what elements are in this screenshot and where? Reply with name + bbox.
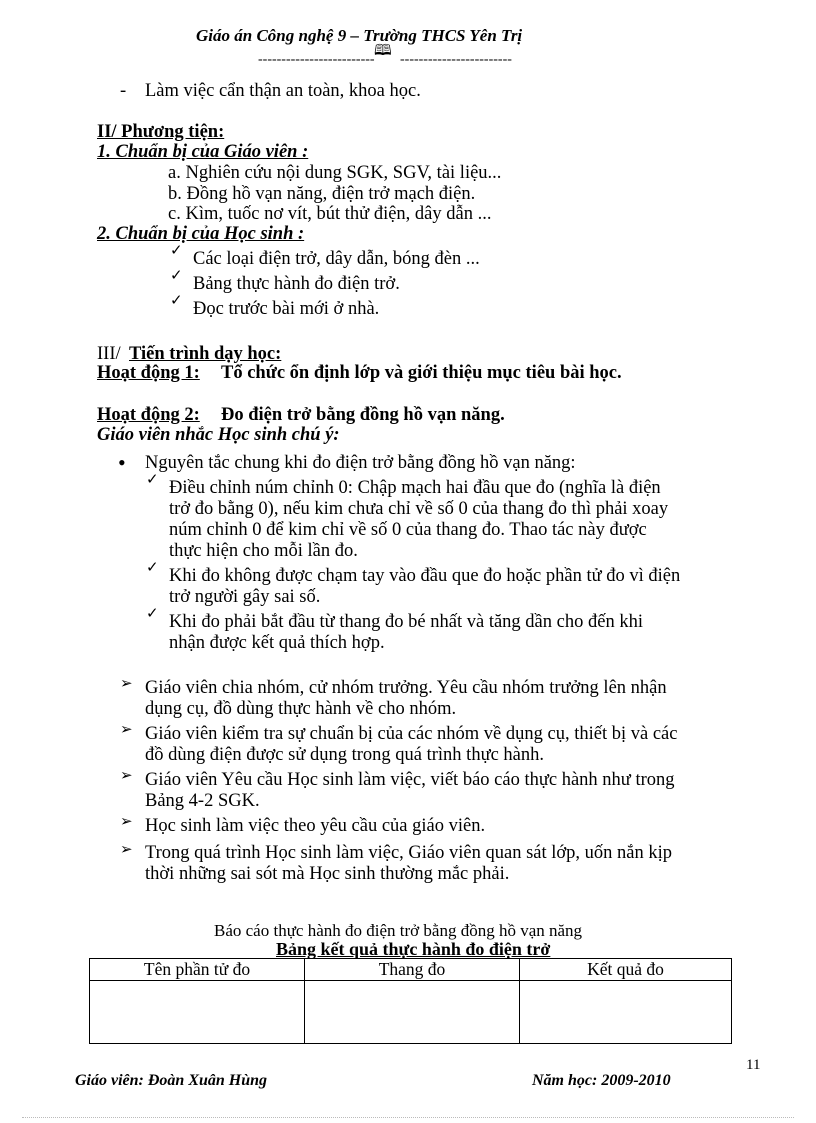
step-line: Giáo viên kiểm tra sự chuẩn bị của các nhóm về dụng cụ, thiết bị và các: [145, 724, 678, 744]
arrow-bullet-icon: ➢: [120, 812, 133, 830]
teacher-item: a. Nghiên cứu nội dung SGK, SGV, tài liệu...: [168, 163, 502, 183]
footer-year: Năm học: 2009-2010: [532, 1072, 671, 1089]
results-table: [89, 958, 732, 1044]
table-row: [90, 981, 732, 1044]
table-cell[interactable]: [90, 981, 305, 1044]
step-line: đồ dùng điện được sử dụng trong quá trình thực hành.: [145, 745, 545, 765]
check-icon: ✓: [170, 291, 183, 309]
rule-line: thực hiện cho mỗi lần đo.: [169, 541, 358, 561]
rule-line: Điều chỉnh núm chỉnh 0: Chập mạch hai đầu que đo (nghĩa là điện: [169, 478, 661, 498]
teacher-item: c. Kìm, tuốc nơ vít, bút thử điện, dây dẫn ...: [168, 204, 492, 224]
step-line: Giáo viên chia nhóm, cử nhóm trưởng. Yêu cầu nhóm trưởng lên nhận: [145, 678, 667, 698]
column-header: Tên phần tử đo: [90, 959, 305, 981]
report-caption: Báo cáo thực hành đo điện trở bằng đồng hồ vạn năng: [214, 921, 583, 940]
principle-text: Nguyên tắc chung khi đo điện trở bằng đồng hồ vạn năng:: [145, 453, 576, 473]
column-header: Kết quả đo: [520, 959, 732, 981]
step-line: dụng cụ, đồ dùng thực hành về cho nhóm.: [145, 699, 457, 719]
rule-line: trở đo bằng 0), nếu kim chưa chỉ về số 0 của thang đo thì phải xoay: [169, 499, 669, 519]
student-item: Đọc trước bài mới ở nhà.: [193, 299, 380, 319]
page-number: 11: [746, 1057, 761, 1073]
arrow-bullet-icon: ➢: [120, 674, 133, 692]
rule-line: nhận được kết quả thích hợp.: [169, 633, 385, 653]
step-line: Trong quá trình Học sinh làm việc, Giáo viên quan sát lớp, uốn nắn kịp: [145, 843, 673, 863]
check-icon: ✓: [170, 266, 183, 284]
footer-teacher: Giáo viên: Đoàn Xuân Hùng: [75, 1072, 268, 1089]
rule-line: Khi đo phải bắt đầu từ thang đo bé nhất và tăng dần cho đến khi: [169, 612, 643, 632]
section-3-heading: Tiến trình dạy học:: [129, 344, 282, 364]
section-3-prefix: III/: [97, 344, 121, 364]
step-line: thời những sai sót mà Học sinh thường mắc phải.: [145, 864, 510, 884]
step-line: Giáo viên Yêu cầu Học sinh làm việc, viết báo cáo thực hành như trong: [145, 770, 675, 790]
book-icon: 🕮: [374, 41, 392, 59]
arrow-bullet-icon: ➢: [120, 840, 133, 858]
bullet-icon: •: [118, 450, 126, 475]
teacher-item: b. Đồng hồ vạn năng, điện trở mạch điện.: [168, 184, 476, 204]
check-icon: ✓: [170, 241, 183, 259]
step-line: Học sinh làm việc theo yêu cầu của giáo viên.: [145, 816, 486, 836]
table-cell[interactable]: [520, 981, 732, 1044]
rule-line: núm chỉnh 0 để kim chỉ về số 0 của thang đo. Thao tác này được: [169, 520, 647, 540]
student-item: Bảng thực hành đo điện trở.: [193, 274, 400, 294]
check-icon: ✓: [146, 470, 159, 488]
intro-text: Làm việc cẩn thận an toàn, khoa học.: [145, 81, 421, 101]
page-bottom-divider: [22, 1117, 794, 1118]
header-right-rule: ------------------------: [400, 52, 512, 67]
section-2-heading: II/ Phương tiện:: [97, 122, 225, 142]
activity-1-label: Hoạt động 1:: [97, 363, 200, 383]
column-header: Thang đo: [305, 959, 520, 981]
teacher-prep-heading: 1. Chuẩn bị của Giáo viên :: [97, 142, 309, 162]
arrow-bullet-icon: ➢: [120, 766, 133, 784]
rule-line: trở người gây sai số.: [169, 587, 321, 607]
table-header-row: [90, 959, 732, 981]
student-prep-heading: 2. Chuẩn bị của Học sinh :: [97, 224, 305, 244]
step-line: Bảng 4-2 SGK.: [145, 791, 260, 811]
header-left-rule: -------------------------: [258, 52, 375, 67]
table-cell[interactable]: [305, 981, 520, 1044]
rule-line: Khi đo không được chạm tay vào đầu que đo hoặc phần tử đo vì điện: [169, 566, 681, 586]
arrow-bullet-icon: ➢: [120, 720, 133, 738]
activity-2-text: Đo điện trở bằng đồng hồ vạn năng.: [221, 405, 505, 425]
activity-2-label: Hoạt động 2:: [97, 405, 200, 425]
page-header-title: Giáo án Công nghệ 9 – Trường THCS Yên Trị: [196, 26, 523, 45]
activity-1-text: Tổ chức ổn định lớp và giới thiệu mục tiêu bài học.: [221, 363, 622, 383]
check-icon: ✓: [146, 558, 159, 576]
student-item: Các loại điện trở, dây dẫn, bóng đèn ...: [193, 249, 480, 269]
report-table-title: Bảng kết quả thực hành đo điện trở: [276, 939, 551, 959]
check-icon: ✓: [146, 604, 159, 622]
intro-dash: -: [120, 81, 127, 101]
teacher-note: Giáo viên nhắc Học sinh chú ý:: [97, 425, 340, 445]
